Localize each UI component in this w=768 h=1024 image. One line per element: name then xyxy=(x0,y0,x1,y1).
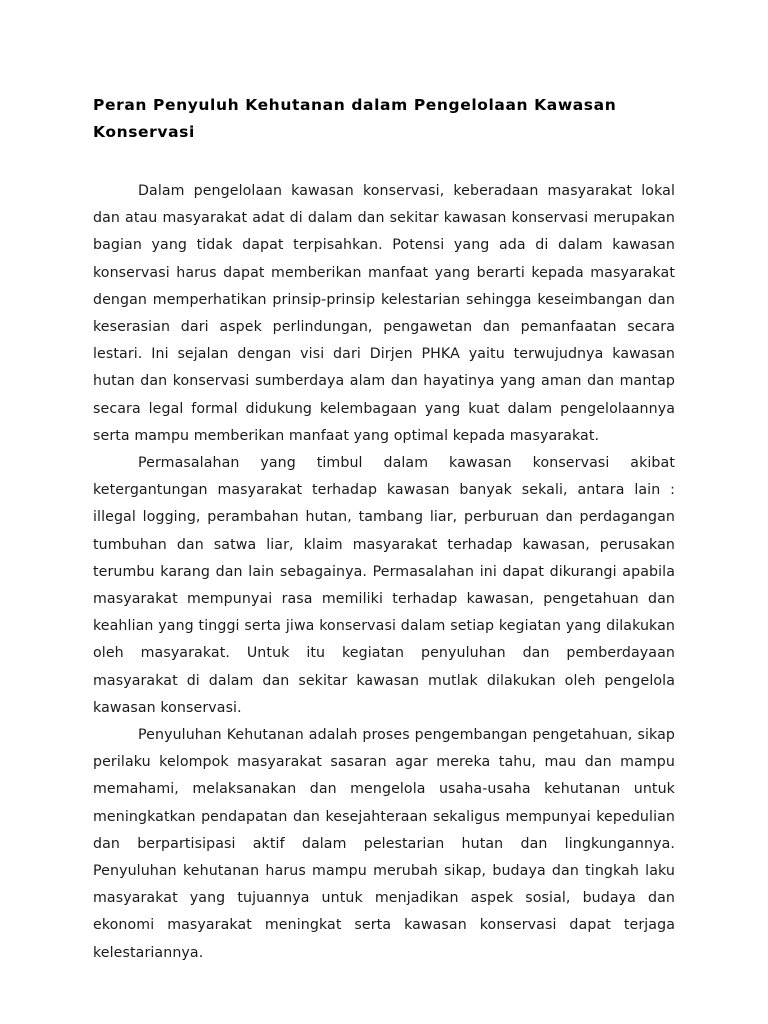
paragraph-3: Penyuluhan Kehutanan adalah proses pengembangan pengetahuan, sikap perilaku kelompok masyarakat sasaran agar mereka tahu, mau dan mampu memahami, melaksanakan dan mengelola usaha-usaha kehutanan untuk meningkatkan pendapatan dan kesejahteraan sekaligus mempunyai kepedulian dan berpartisipasi aktif dalam pelestarian hutan dan lingkungannya. Penyuluhan kehutanan harus mampu merubah sikap, budaya dan tingkah laku masyarakat yang tujuannya untuk menjadikan aspek sosial, budaya dan ekonomi masyarakat meningkat serta kawasan konservasi dapat terjaga kelestariannya. xyxy=(93,727,675,961)
paragraph-2: Permasalahan yang timbul dalam kawasan konservasi akibat ketergantungan masyarakat terhadap kawasan banyak sekali, antara lain : illegal logging, perambahan hutan, tambang liar, perburuan dan perdagangan tumbuhan dan satwa liar, klaim masyarakat terhadap kawasan, perusakan terumbu karang dan lain sebagainya. Permasalahan ini dapat dikurangi apabila masyarakat mempunyai rasa memiliki terhadap kawasan, pengetahuan dan keahlian yang tinggi serta jiwa konservasi dalam setiap kegiatan yang dilakukan oleh masyarakat. Untuk itu kegiatan penyuluhan dan pemberdayaan masyarakat di dalam dan sekitar kawasan mutlak dilakukan oleh pengelola kawasan konservasi. xyxy=(93,455,675,716)
document-body xyxy=(93,178,675,967)
document-title: Peran Penyuluh Kehutanan dalam Pengelolaan Kawasan Konservasi xyxy=(93,96,617,141)
paragraph-1: Dalam pengelolaan kawasan konservasi, keberadaan masyarakat lokal dan atau masyarakat adat di dalam dan sekitar kawasan konservasi merupakan bagian yang tidak dapat terpisahkan. Potensi yang ada di dalam kawasan konservasi harus dapat memberikan manfaat yang berarti kepada masyarakat dengan memperhatikan prinsip-prinsip kelestarian sehingga keseimbangan dan keserasian dari aspek perlindungan, pengawetan dan pemanfaatan secara lestari. Ini sejalan dengan visi dari Dirjen PHKA yaitu terwujudnya kawasan hutan dan konservasi sumberdaya alam dan hayatinya yang aman dan mantap secara legal formal didukung kelembagaan yang kuat dalam pengelolaannya serta mampu memberikan manfaat yang optimal kepada masyarakat. xyxy=(93,183,675,444)
document-content xyxy=(93,92,675,967)
